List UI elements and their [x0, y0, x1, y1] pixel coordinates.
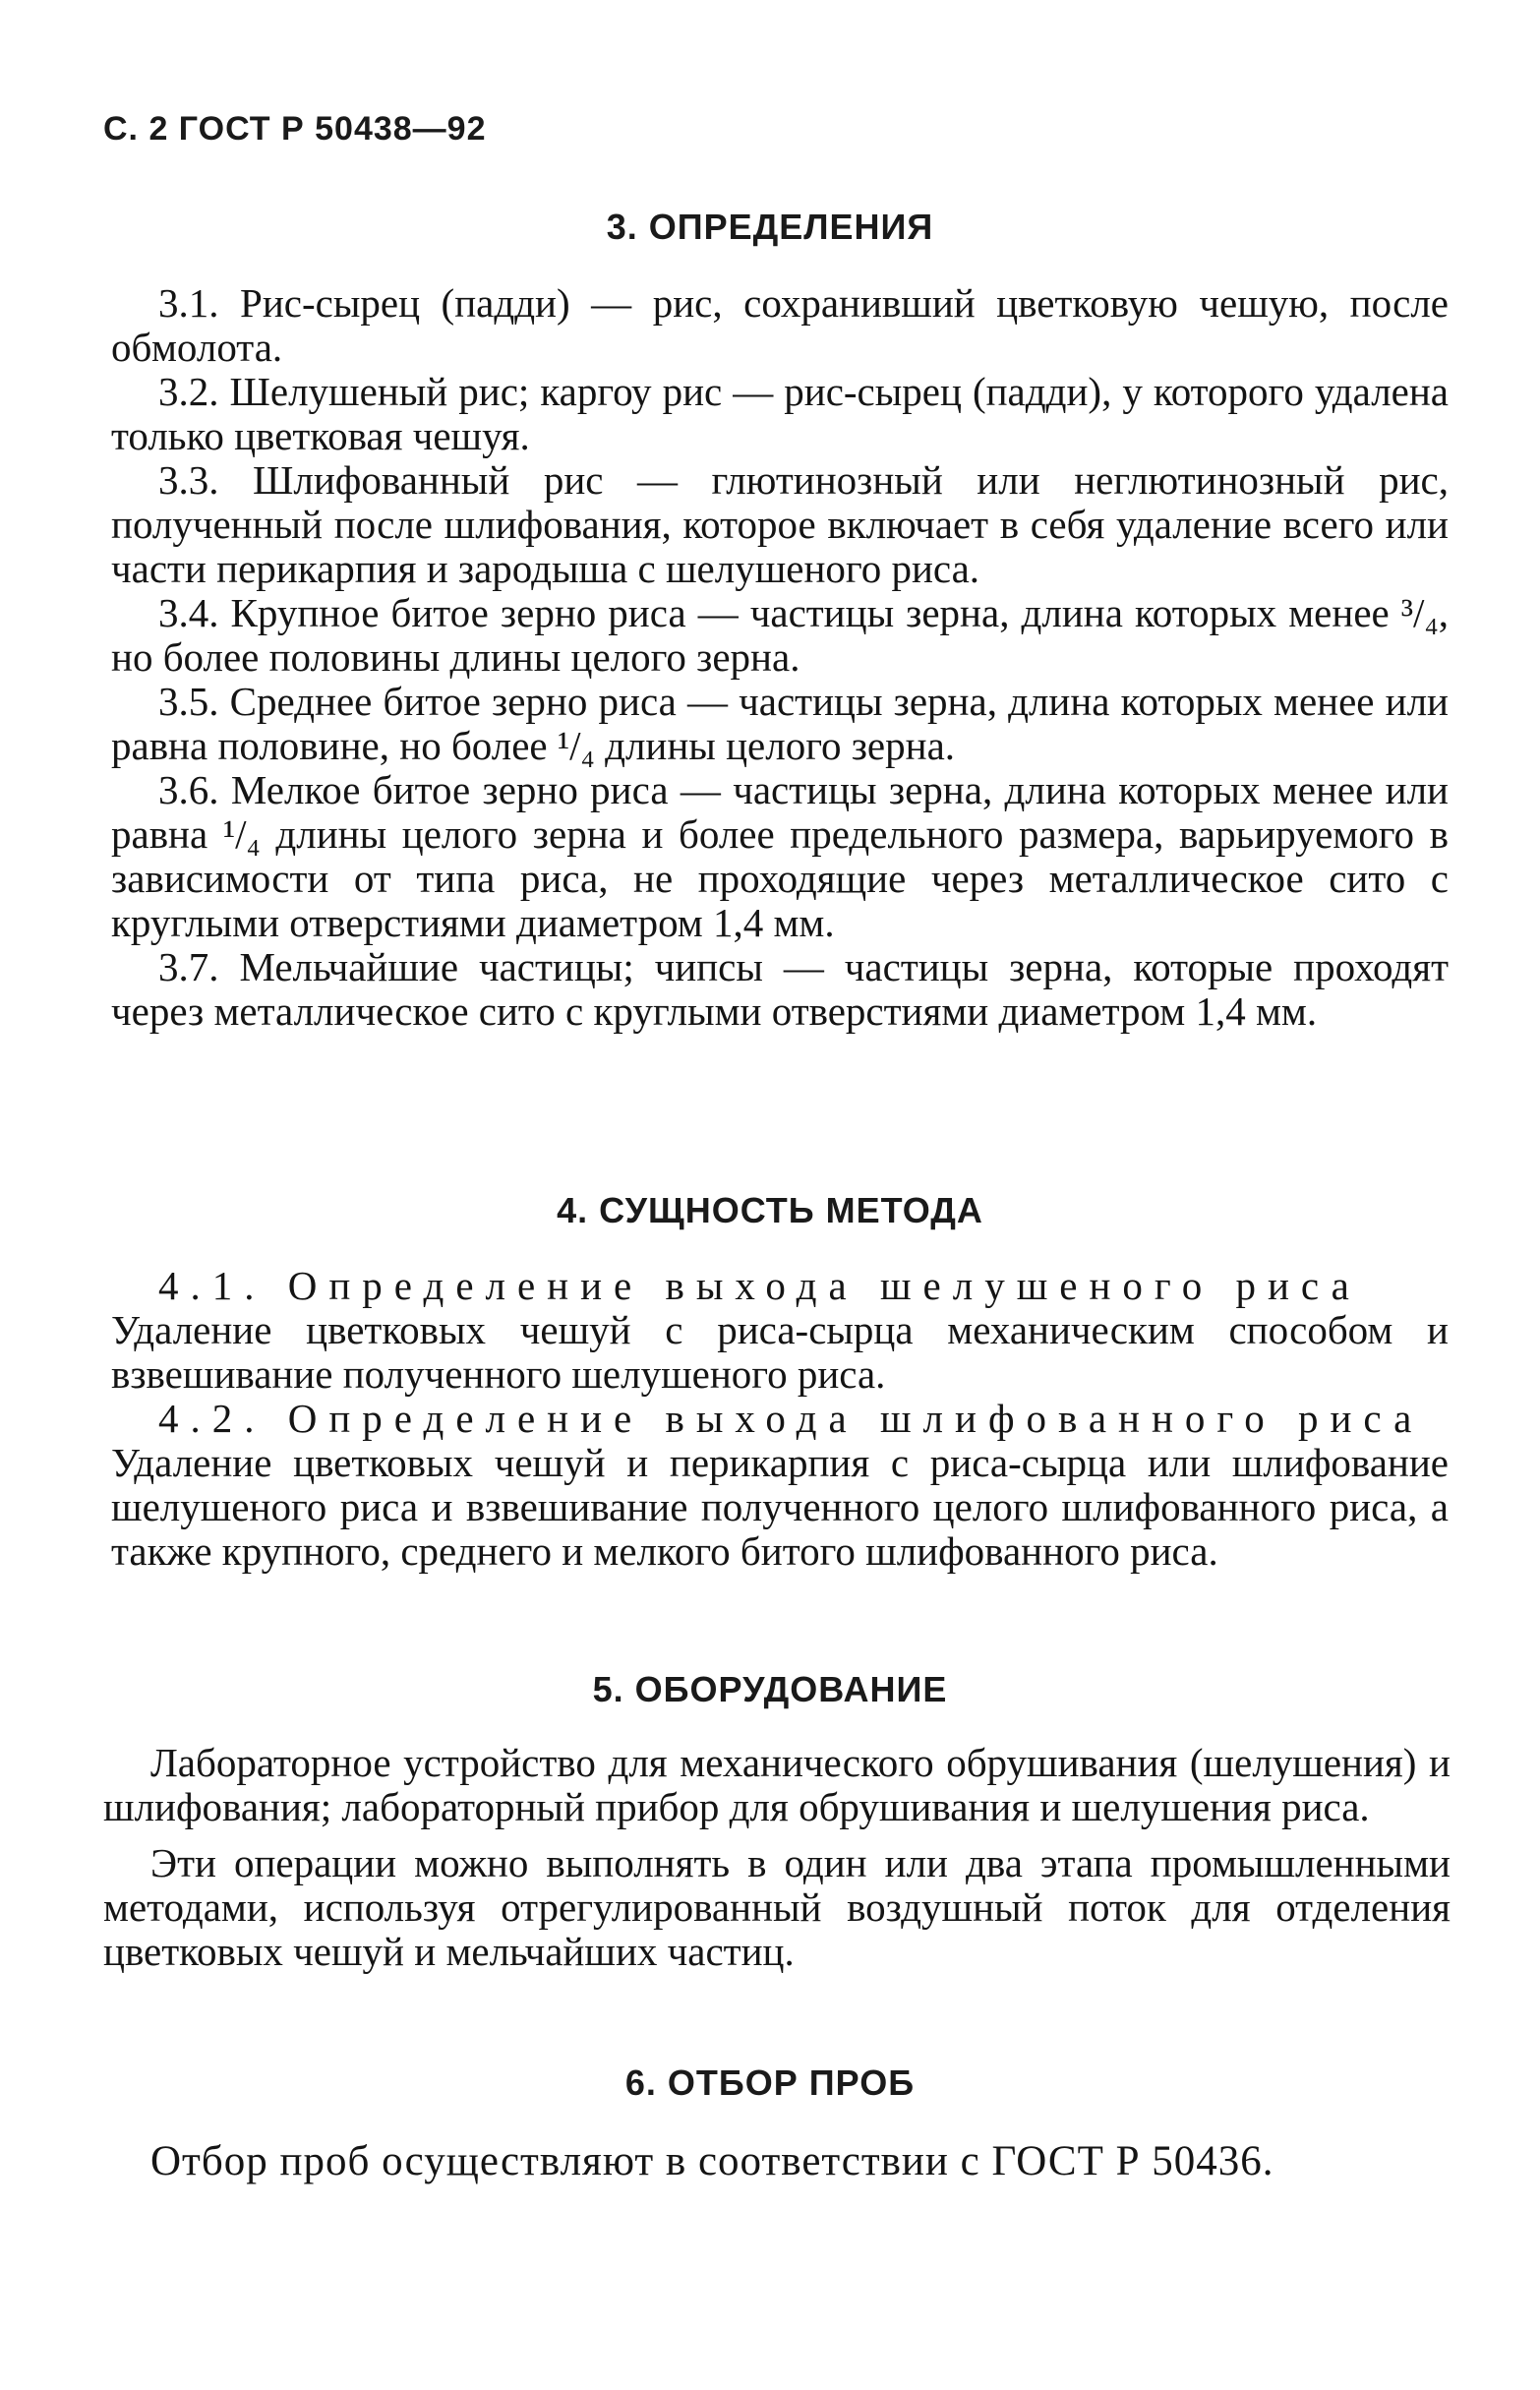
equipment-paragraph-1: Лабораторное устройство для механического обрушивания (шелушения) и шлифования; лабораторный прибор для обрушивания и шелушения риса. — [103, 1740, 1451, 1829]
section-6-title: 6. ОТБОР ПРОБ — [624, 2062, 916, 2103]
subsection-4-1-text: Удаление цветковых чешуй с риса-сырца механическим способом и взвешивание полученного шелушеного риса. — [111, 1307, 1449, 1397]
definition-3-1: 3.1. Рис-сырец (падди) — рис, сохранивший цветковую чешую, после обмолота. — [111, 280, 1449, 370]
definition-3-4: 3.4. Крупное битое зерно риса — частицы зерна, длина которых менее ³/₄, но более половины длины целого зерна. — [111, 590, 1449, 680]
section-5-title: 5. ОБОРУДОВАНИЕ — [592, 1669, 948, 1709]
subsection-4-1-heading: 4.1. Определение выхода шелушеного риса — [158, 1263, 1361, 1308]
section-4-body — [111, 1264, 1449, 1574]
definition-3-7: 3.7. Мельчайшие частицы; чипсы — частицы зерна, которые проходят через металлическое сито с круглыми отверстиями диаметром 1,4 мм. — [111, 944, 1449, 1034]
definition-3-6: 3.6. Мелкое битое зерно риса — частицы зерна, длина которых менее или равна ¹/₄ длины целого зерна и более предельного размера, варьируемого в зависимости от типа риса, не проходящие через металлическое сито с круглыми отверстиями диаметром 1,4 мм. — [111, 767, 1449, 945]
definition-3-5: 3.5. Среднее битое зерно риса — частицы зерна, длина которых менее или равна половине, но более ¹/₄ длины целого зерна. — [111, 679, 1449, 768]
definition-3-3: 3.3. Шлифованный рис — глютинозный или неглютинозный рис, полученный после шлифования, которое включает в себя удаление всего или части перикарпия и зародыша с шелушеного риса. — [111, 457, 1449, 591]
equipment-paragraph-2: Эти операции можно выполнять в один или два этапа промышленными методами, используя отрегулированный воздушный поток для отделения цветковых чешуй и мельчайших частиц. — [103, 1840, 1451, 1974]
sampling-paragraph: Отбор проб осуществляют в соответствии с ГОСТ Р 50436. — [150, 2138, 1274, 2184]
subsection-4-2-heading: 4.2. Определение выхода шлифованного риса — [158, 1396, 1424, 1441]
page-header: С. 2 ГОСТ Р 50438—92 — [103, 110, 487, 148]
section-6-body — [103, 2139, 1451, 2183]
section-3-body — [111, 281, 1449, 1034]
subsection-4-2-text: Удаление цветковых чешуй и перикарпия с риса-сырца или шлифование шелушеного риса и взвешивание полученного целого шлифованного риса, а также крупного, среднего и мелкого битого шлифованного риса. — [111, 1440, 1449, 1574]
section-3-title: 3. ОПРЕДЕЛЕНИЯ — [606, 207, 934, 247]
definition-3-2: 3.2. Шелушеный рис; каргоу рис — рис-сырец (падди), у которого удалена только цветковая чешуя. — [111, 369, 1449, 458]
section-5-body — [103, 1741, 1451, 1974]
section-4-title: 4. СУЩНОСТЬ МЕТОДА — [557, 1190, 983, 1230]
